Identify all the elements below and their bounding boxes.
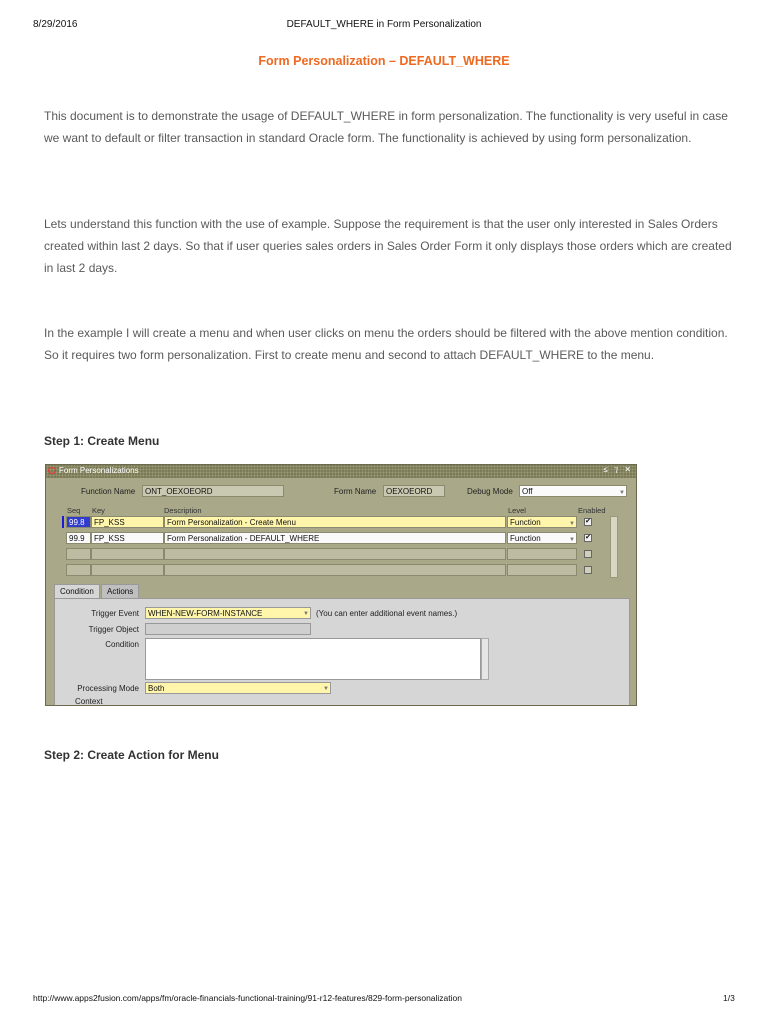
table-row-seq-empty[interactable]: [66, 548, 91, 560]
enabled-checkbox-empty[interactable]: [584, 550, 592, 558]
column-header-seq: Seq: [67, 506, 81, 515]
oracle-logo-icon: [48, 467, 56, 474]
table-row-level-select[interactable]: [507, 532, 577, 544]
debug-mode-value: Off: [522, 487, 533, 496]
table-row-seq[interactable]: 99.8: [66, 516, 91, 528]
header-date: 8/29/2016: [33, 19, 78, 30]
trigger-object-field[interactable]: [145, 623, 311, 635]
table-row-level-select[interactable]: [507, 516, 577, 528]
debug-mode-label: Debug Mode: [467, 487, 513, 496]
processing-mode-value: Both: [148, 684, 165, 693]
table-row-key[interactable]: FP_KSS: [91, 516, 164, 528]
function-name-field[interactable]: ONT_OEXOEORD: [142, 485, 284, 497]
chevron-down-icon: ▼: [569, 537, 575, 543]
paragraph-intro: This document is to demonstrate the usage of DEFAULT_WHERE in form personalization. The functionality is very useful in case we want to default or filter transaction in standard Oracle form. The functionality is achieved by using form personalization.: [44, 109, 728, 145]
chevron-down-icon: ▼: [323, 686, 329, 692]
chevron-down-icon: ▼: [619, 490, 625, 496]
window-title: Form Personalizations: [59, 466, 139, 475]
step1-heading: Step 1: Create Menu: [44, 434, 160, 448]
form-personalization-screenshot: [45, 464, 637, 706]
trigger-event-hint: (You can enter additional event names.): [316, 609, 458, 618]
column-header-key: Key: [92, 506, 105, 515]
footer-page-number: 1/3: [723, 993, 735, 1003]
table-row-key-empty[interactable]: [91, 548, 164, 560]
table-row-level: Function: [510, 534, 541, 543]
enabled-checkbox[interactable]: ✔: [585, 518, 591, 525]
records-scrollbar[interactable]: [610, 516, 618, 578]
condition-scrollbar[interactable]: [481, 638, 489, 680]
column-header-level: Level: [508, 506, 526, 515]
table-row-description[interactable]: Form Personalization - DEFAULT_WHERE: [164, 532, 506, 544]
table-row-seq-empty[interactable]: [66, 564, 91, 576]
condition-textarea[interactable]: [145, 638, 481, 680]
document-title: Form Personalization – DEFAULT_WHERE: [258, 54, 510, 68]
function-name-label: Function Name: [81, 487, 136, 496]
table-row-description-empty[interactable]: [164, 548, 506, 560]
footer-url[interactable]: http://www.apps2fusion.com/apps/fm/oracle-financials-functional-training/91-r12-features/829-form-personalization: [33, 993, 462, 1003]
table-row-description-empty[interactable]: [164, 564, 506, 576]
debug-mode-select[interactable]: [519, 485, 627, 497]
header-title: DEFAULT_WHERE in Form Personalization: [286, 19, 482, 30]
condition-label: Condition: [105, 640, 139, 649]
table-row-level-empty[interactable]: [507, 564, 577, 576]
trigger-object-label: Trigger Object: [88, 625, 139, 634]
trigger-event-select[interactable]: [145, 607, 311, 619]
form-name-field[interactable]: OEXOEORD: [383, 485, 445, 497]
tab-actions[interactable]: Actions: [101, 584, 139, 598]
table-row-level-empty[interactable]: [507, 548, 577, 560]
table-row-description[interactable]: Form Personalization - Create Menu: [164, 516, 506, 528]
chevron-down-icon: ▼: [569, 521, 575, 527]
window-controls-icon[interactable]: ≤ ⁊ ✕: [603, 465, 633, 474]
processing-mode-label: Processing Mode: [77, 684, 139, 693]
trigger-event-label: Trigger Event: [91, 609, 139, 618]
chevron-down-icon: ▼: [303, 611, 309, 617]
tab-condition[interactable]: Condition: [54, 584, 100, 598]
trigger-event-value: WHEN-NEW-FORM-INSTANCE: [148, 609, 263, 618]
table-row-key[interactable]: FP_KSS: [91, 532, 164, 544]
table-row-level: Function: [510, 518, 541, 527]
step2-heading: Step 2: Create Action for Menu: [44, 748, 219, 762]
enabled-checkbox[interactable]: ✔: [585, 534, 591, 541]
processing-mode-select[interactable]: [145, 682, 331, 694]
column-header-description: Description: [164, 506, 202, 515]
table-row-seq[interactable]: 99.9: [66, 532, 91, 544]
form-name-label: Form Name: [334, 487, 377, 496]
paragraph-approach: In the example I will create a menu and when user clicks on menu the orders should be filtered with the above mention condition. So it requires two form personalization. First to create menu and second to attach DEFAULT_WHERE to the menu.: [44, 326, 728, 362]
current-record-indicator: [62, 516, 64, 528]
enabled-checkbox-empty[interactable]: [584, 566, 592, 574]
paragraph-example: Lets understand this function with the use of example. Suppose the requirement is that the user only interested in Sales Orders created within last 2 days. So that if user queries sales orders in Sales Order Form it only displays those orders which are created in last 2 days.: [44, 217, 732, 275]
table-row-key-empty[interactable]: [91, 564, 164, 576]
window-titlebar: [46, 465, 636, 478]
column-header-enabled: Enabled: [578, 506, 606, 515]
context-label: Context: [75, 697, 103, 706]
